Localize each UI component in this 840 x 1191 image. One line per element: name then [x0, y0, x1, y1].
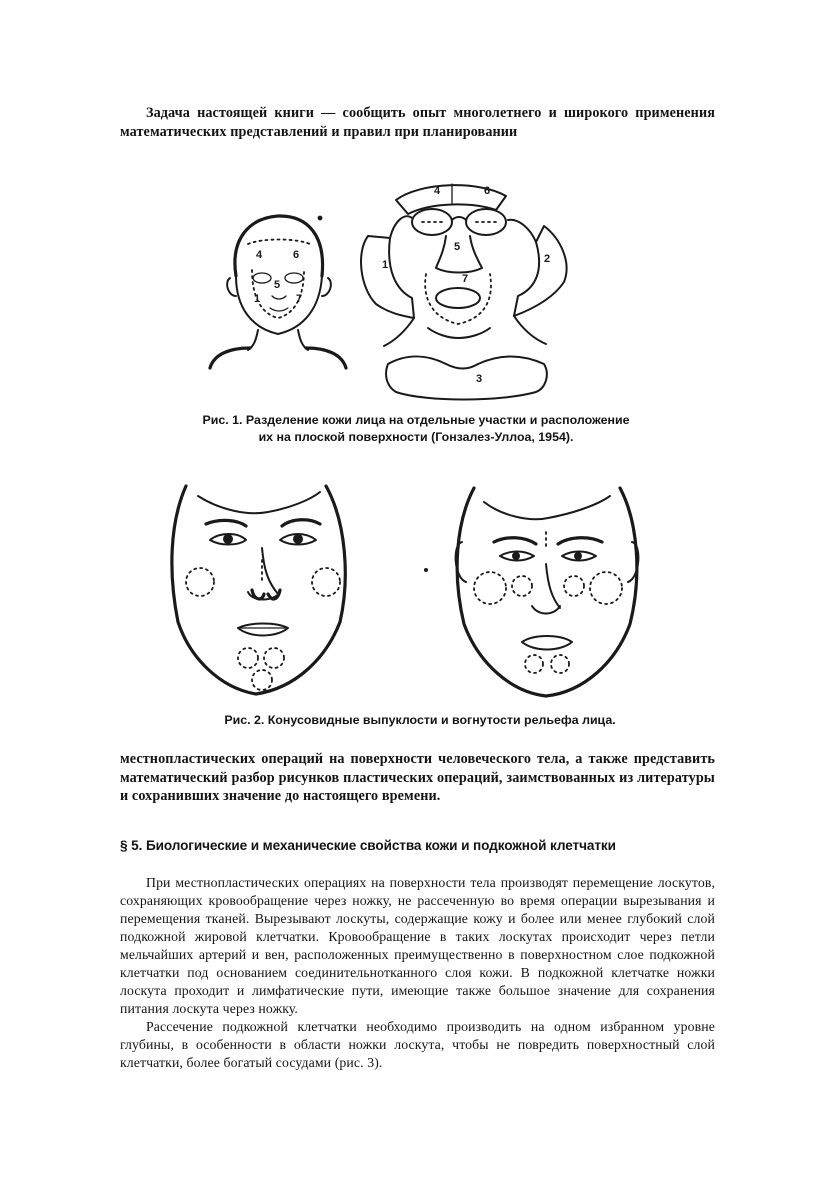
continuation-paragraph	[120, 750, 715, 806]
pattern-label-2: 2	[544, 253, 551, 265]
pattern-label-4: 4	[434, 185, 441, 197]
small-head-label-5: 5	[274, 279, 281, 291]
figure-2-caption: Рис. 2. Конусовидные выпуклости и вогнутости рельефа лица.	[224, 713, 616, 727]
female-face	[172, 486, 345, 694]
unfolded-face-pattern	[361, 184, 567, 400]
body-paragraph-1: При местнопластических операциях на поверхности тела производят перемещение лоскутов, сохраняющих кровообращение через ножку, не рассеченную во время операции вырезывания и перемещения тканей. Вырезывают лоскуты, содержащие кожу и более или менее глубокий слой подкожной жировой клетчатки. Кровообращение в таких лоскутах происходит через петли мельчайших артерий и вен, расположенных преимущественно в поверхностном слое подкожной клетчатки под основанием соединительнотканного слоя кожи. В подкожной клетчатке ножки лоскута проходит и лимфатические пути, имеющие также большое значение для сохранения питания лоскута через ножку.	[120, 875, 715, 1016]
figure-1-drawing	[200, 178, 620, 408]
speck	[424, 568, 428, 572]
small-head-label-4: 4	[256, 249, 263, 261]
body-text	[120, 874, 715, 1072]
small-head-label-6: 6	[293, 249, 300, 261]
small-head-label-7: 7	[296, 293, 303, 305]
figure-1-caption: Рис. 1. Разделение кожи лица на отдельные участки и расположение их на плоской поверхности (Гонзалез-Уллоа, 1954).	[202, 413, 630, 444]
pattern-label-6: 6	[484, 185, 491, 197]
body-paragraph-2: Рассечение подкожной клетчатки необходимо производить на одном избранном уровне глубины, в особенности в области ножки лоскута, чтобы не повредить поверхностный слой клетчатки, более богатый сосудами (рис. 3).	[120, 1019, 715, 1070]
speck	[318, 216, 323, 221]
intro-text: Задача настоящей книги — сообщить опыт многолетнего и широкого применения математических представлений и правил при планировании	[120, 105, 715, 140]
small-head-label-1: 1	[254, 293, 261, 305]
intro-paragraph	[120, 104, 715, 141]
section-heading: § 5. Биологические и механические свойства кожи и подкожной клетчатки	[120, 838, 616, 853]
continuation-text: местнопластических операций на поверхности человеческого тела, а также представить математический разбор рисунков пластических операций, заимствованных из литературы и сохранивших значение до настоящего времени.	[120, 751, 715, 805]
pattern-label-1: 1	[382, 259, 389, 271]
pattern-label-7: 7	[462, 273, 469, 285]
pattern-label-5: 5	[454, 241, 461, 253]
male-face	[456, 488, 639, 696]
pattern-label-3: 3	[476, 373, 483, 385]
figure-2-drawing	[150, 482, 690, 706]
small-head	[210, 216, 346, 368]
